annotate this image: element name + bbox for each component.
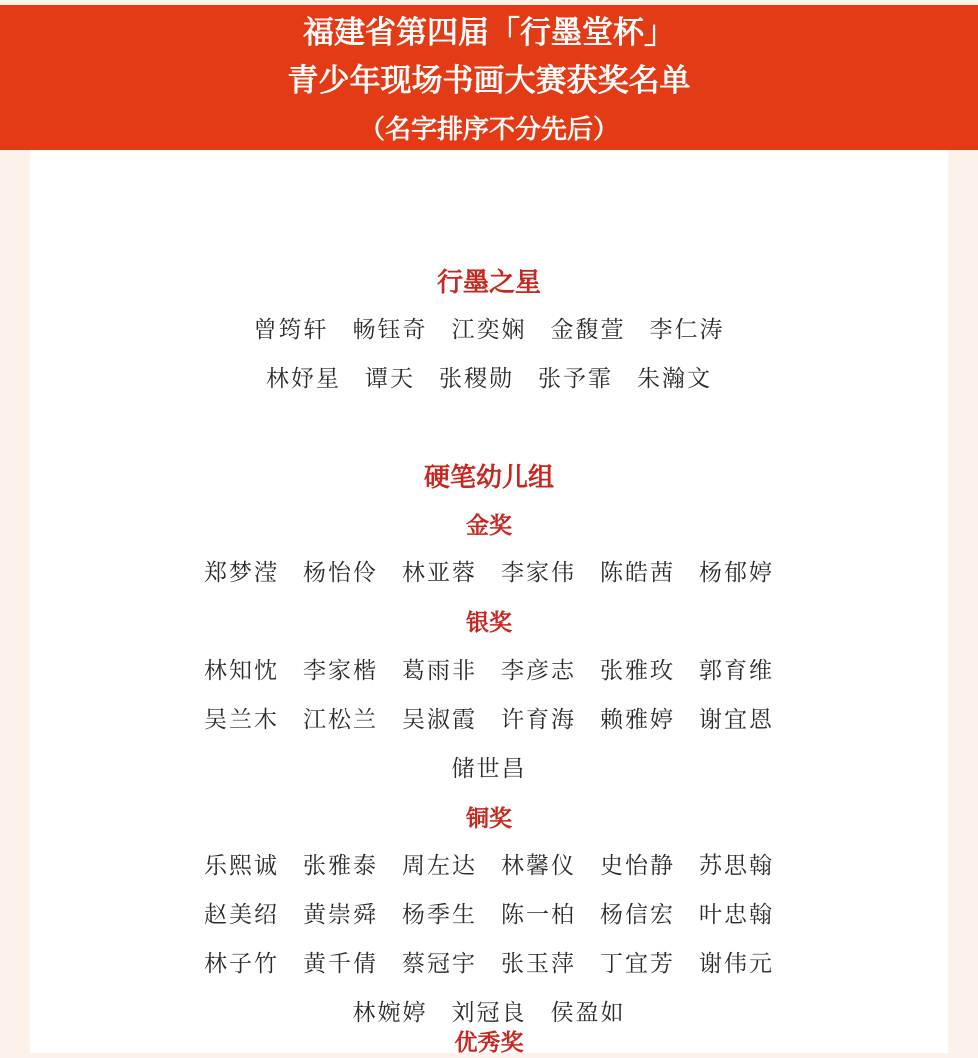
winner-name: 周左达 xyxy=(402,853,477,879)
header-title-line1: 福建省第四届「行墨堂杯」 xyxy=(303,15,675,51)
winner-name: 张雅泰 xyxy=(303,853,378,879)
winner-name: 黄千倩 xyxy=(303,951,378,977)
winner-name: 谢伟元 xyxy=(699,951,774,977)
award-title-bronze: 铜奖 xyxy=(466,806,512,832)
winner-name: 郑梦滢 xyxy=(204,560,279,586)
winner-name: 谭天 xyxy=(365,366,415,392)
winner-name: 杨季生 xyxy=(402,902,477,928)
winner-name: 陈一柏 xyxy=(501,902,576,928)
winner-name: 苏思翰 xyxy=(699,853,774,879)
winner-name: 张雅玫 xyxy=(600,658,675,684)
winner-name: 林知忱 xyxy=(204,658,279,684)
name-row xyxy=(30,998,948,1028)
winner-name: 林亚蓉 xyxy=(402,560,477,586)
name-row xyxy=(30,851,948,881)
winner-name: 乐熙诚 xyxy=(204,853,279,879)
award-title-excellence: 优秀奖 xyxy=(454,1030,524,1056)
name-row xyxy=(30,364,948,394)
winner-name: 畅钰奇 xyxy=(352,317,428,343)
winner-name: 李仁涛 xyxy=(649,317,725,343)
winner-name: 许育海 xyxy=(501,707,576,733)
section-title-stars: 行墨之星 xyxy=(436,268,541,298)
winner-name: 江松兰 xyxy=(303,707,378,733)
winner-name: 张予霏 xyxy=(538,366,613,392)
winner-name: 赵美绍 xyxy=(204,902,279,928)
name-row xyxy=(30,754,948,784)
winner-name: 李彦志 xyxy=(501,658,576,684)
winner-name: 张稷勋 xyxy=(439,366,514,392)
winner-name: 陈皓茜 xyxy=(600,560,675,586)
winner-name: 张玉萍 xyxy=(501,951,576,977)
section-title-pen-kids: 硬笔幼儿组 xyxy=(423,463,554,493)
header-title-line2: 青少年现场书画大赛获奖名单 xyxy=(287,63,691,99)
award-title-gold: 金奖 xyxy=(466,513,512,539)
winner-name: 吴兰木 xyxy=(204,707,279,733)
winner-name: 叶忠翰 xyxy=(699,902,774,928)
name-row xyxy=(30,558,948,588)
winner-name: 杨郁婷 xyxy=(699,560,774,586)
name-row xyxy=(30,315,948,345)
winner-name: 江奕娴 xyxy=(451,317,527,343)
winner-name: 储世昌 xyxy=(451,756,527,782)
winner-name: 杨怡伶 xyxy=(303,560,378,586)
winner-name: 李家伟 xyxy=(501,560,576,586)
winner-name: 杨信宏 xyxy=(600,902,675,928)
award-title-silver: 银奖 xyxy=(466,610,512,636)
winner-name: 朱瀚文 xyxy=(637,366,712,392)
winner-name: 史怡静 xyxy=(600,853,675,879)
winner-name: 黄崇舜 xyxy=(303,902,378,928)
winner-name: 郭育维 xyxy=(699,658,774,684)
winner-name: 李家楷 xyxy=(303,658,378,684)
next-section-cutoff xyxy=(30,1030,948,1056)
name-row xyxy=(30,705,948,735)
name-row xyxy=(30,656,948,686)
winner-name: 吴淑霞 xyxy=(402,707,477,733)
winner-name: 林子竹 xyxy=(204,951,279,977)
header-banner xyxy=(0,5,978,150)
winner-name: 侯盈如 xyxy=(550,1000,626,1026)
winner-name: 金馥萱 xyxy=(550,317,626,343)
winner-name: 刘冠良 xyxy=(451,1000,527,1026)
winner-name: 谢宜恩 xyxy=(699,707,774,733)
winner-name: 丁宜芳 xyxy=(600,951,675,977)
header-subtitle: （名字排序不分先后） xyxy=(358,115,619,145)
name-row xyxy=(30,949,948,979)
winner-name: 林馨仪 xyxy=(501,853,576,879)
winner-name: 葛雨非 xyxy=(402,658,477,684)
winner-name: 林妤星 xyxy=(266,366,341,392)
winner-name: 林婉婷 xyxy=(352,1000,428,1026)
winner-name: 蔡冠宇 xyxy=(402,951,477,977)
winner-name: 曾筠轩 xyxy=(253,317,329,343)
winner-name: 赖雅婷 xyxy=(600,707,675,733)
name-row xyxy=(30,900,948,930)
